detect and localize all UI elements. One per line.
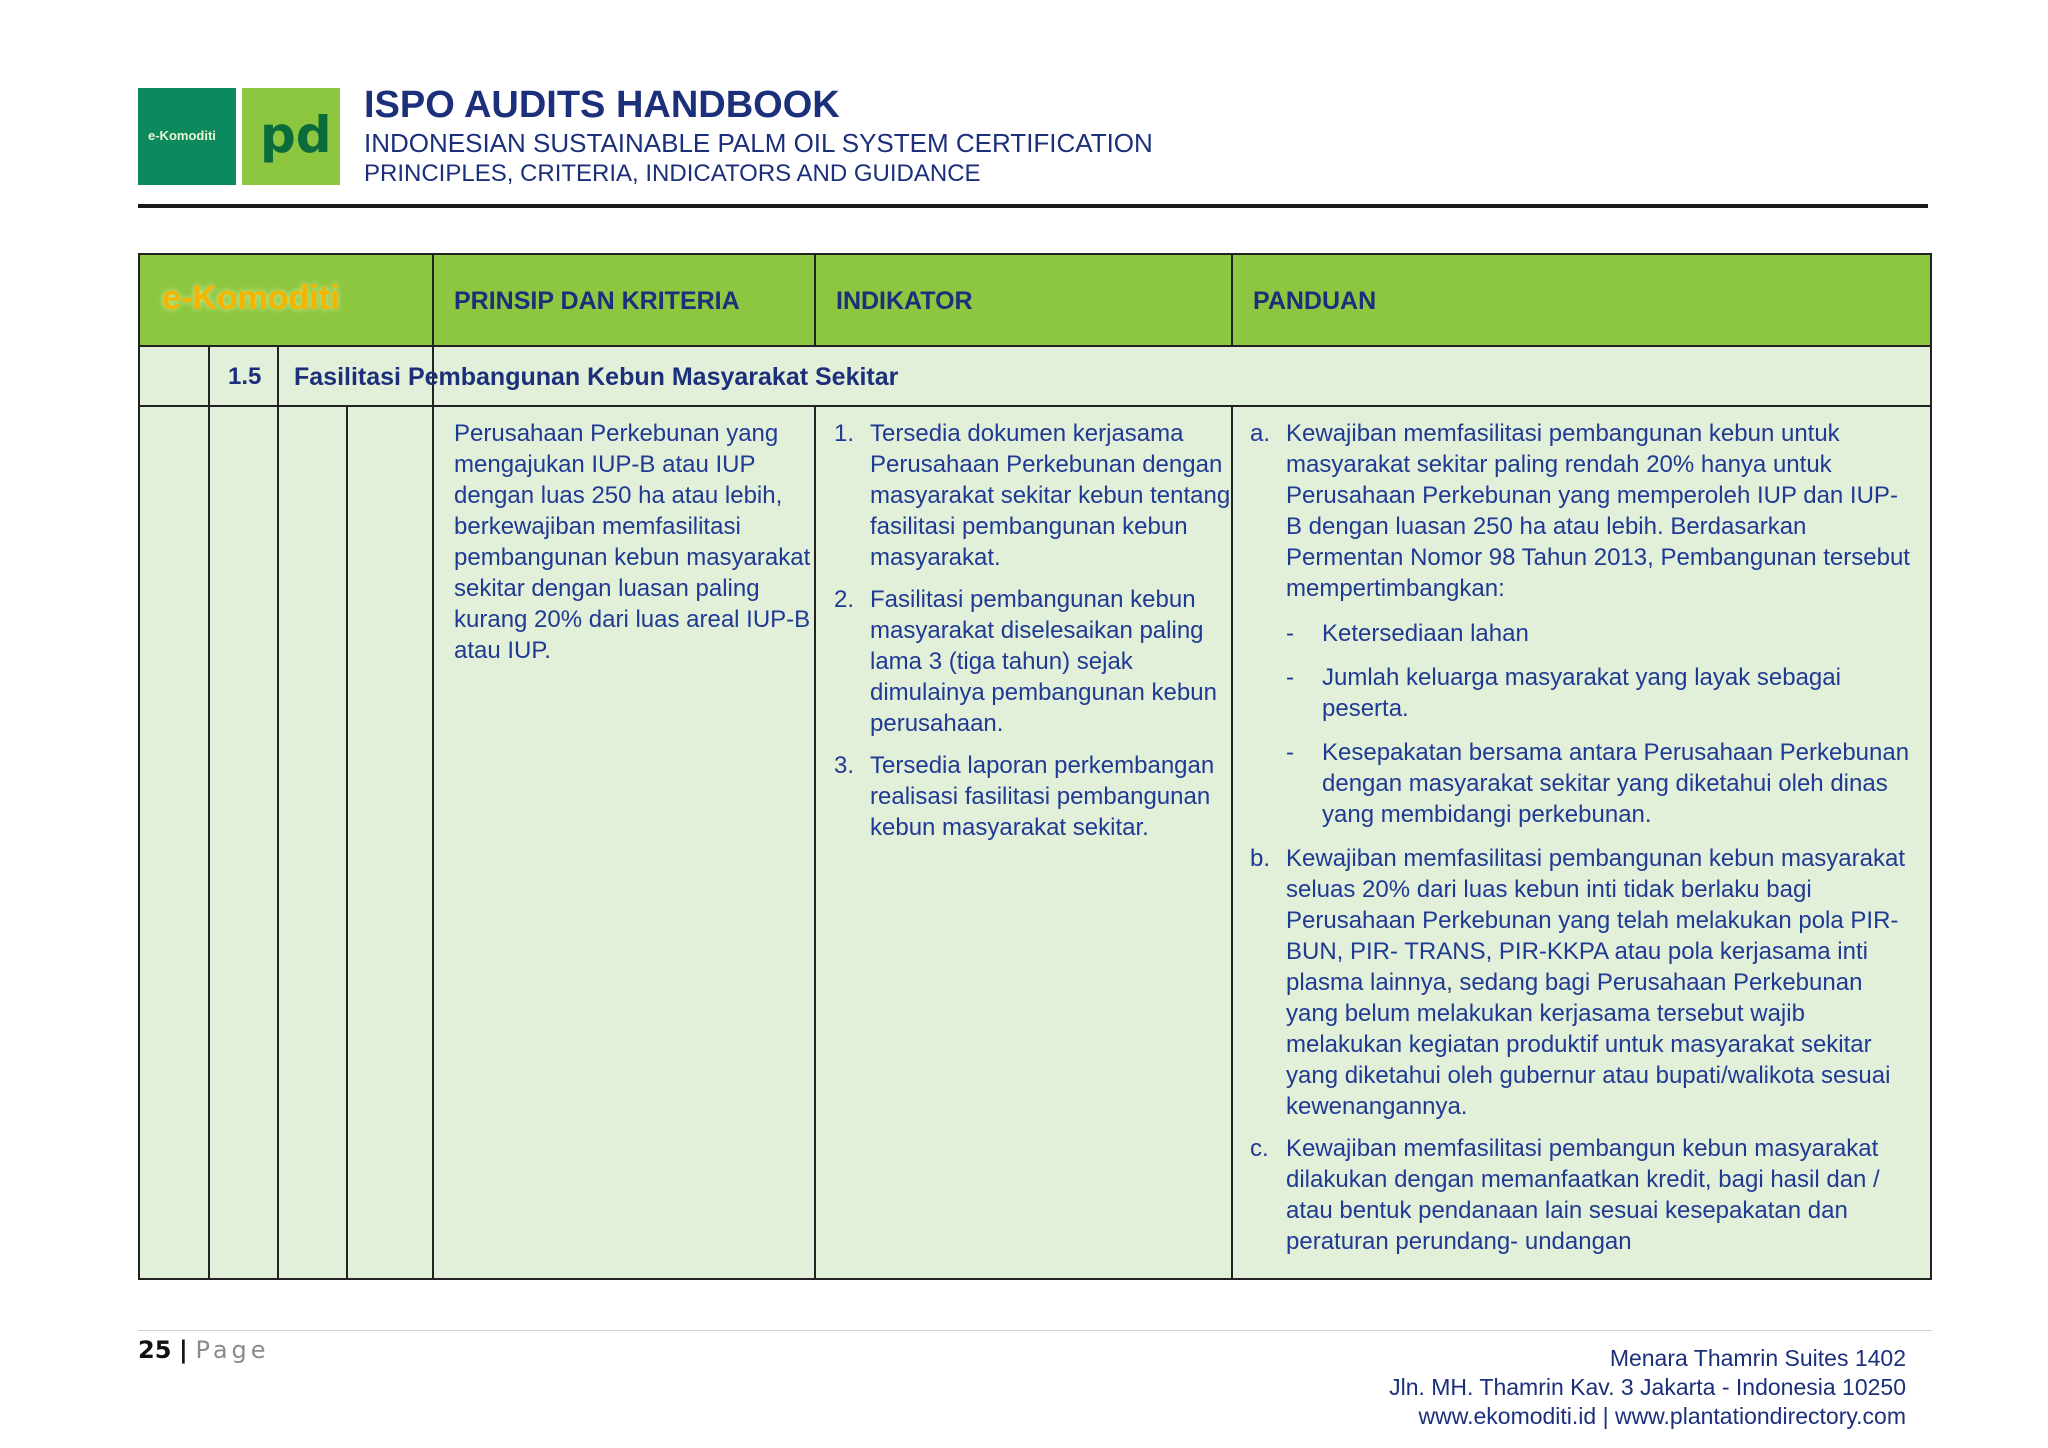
column-divider <box>277 347 279 1280</box>
ekomoditi-brand: e-Komoditi <box>162 279 340 317</box>
pd-logo-text: pd <box>260 106 332 164</box>
column-header-indicator: INDIKATOR <box>836 286 973 315</box>
guidance-list <box>1250 418 1910 1268</box>
list-item: - Jumlah keluarga masyarakat yang layak sebagai peserta. <box>1286 664 1841 722</box>
page-number: 25 | Page <box>138 1336 270 1364</box>
column-divider <box>1231 255 1233 347</box>
ekomoditi-logo-text: e-Komoditi <box>148 128 216 143</box>
section-title: Fasilitasi Pembangunan Kebun Masyarakat Sekitar <box>294 363 899 391</box>
pd-logo <box>242 88 340 185</box>
list-item: - Kesepakatan bersama antara Perusahaan Perkebunan dengan masyarakat sekitar yang diketahui oleh dinas yang membidangi perkebunan. <box>1286 739 1910 828</box>
column-divider <box>432 255 434 1280</box>
document-subtitle: INDONESIAN SUSTAINABLE PALM OIL SYSTEM CERTIFICATION <box>364 128 1153 158</box>
footer-divider <box>138 1330 1932 1331</box>
header-divider <box>138 204 1928 208</box>
document-subtitle-2: PRINCIPLES, CRITERIA, INDICATORS AND GUIDANCE <box>364 160 981 187</box>
table-header-row <box>140 255 1930 347</box>
column-header-criteria: PRINSIP DAN KRITERIA <box>454 286 740 315</box>
column-divider <box>814 255 816 347</box>
page-header <box>138 84 1928 208</box>
criteria-text: Perusahaan Perkebunan yang mengajukan IUP-B atau IUP dengan luas 250 ha atau lebih, berkewajiban memfasilitasi pembangunan kebun masyarakat sekitar dengan luasan paling kurang 20% dari luas areal IUP-B atau IUP. <box>454 420 811 664</box>
list-item: - Ketersediaan lahan <box>1286 620 1529 647</box>
list-item: 2. Fasilitasi pembangunan kebun masyarakat diselesaikan paling lama 3 (tiga tahun) sejak dimulainya pembangunan kebun perusahaan. <box>834 586 1217 737</box>
section-number: 1.5 <box>228 363 262 390</box>
list-item: a. Kewajiban memfasilitasi pembangunan kebun untuk masyarakat sekitar paling rendah 20% hanya untuk Perusahaan Perkebunan yang memperoleh IUP dan IUP-B dengan luasan 250 ha atau lebih. Berdasarkan Permentan Nomor 98 Tahun 2013, Pembangunan tersebut mempertimbangkan: <box>1250 420 1910 602</box>
document-title: ISPO AUDITS HANDBOOK <box>364 84 840 126</box>
list-item: 1. Tersedia dokumen kerjasama Perusahaan Perkebunan dengan masyarakat sekitar kebun tentang fasilitasi pembangunan kebun masyarakat. <box>834 420 1231 571</box>
indicator-list <box>834 418 1234 854</box>
list-item: c. Kewajiban memfasilitasi pembangun kebun masyarakat dilakukan dengan memanfaatkan kredit, bagi hasil dan / atau bentuk pendanaan lain sesuai kesepakatan dan peraturan perundang- undangan <box>1250 1135 1880 1255</box>
list-item: b. Kewajiban memfasilitasi pembangunan kebun masyarakat seluas 20% dari luas kebun inti tidak berlaku bagi Perusahaan Perkebunan yang telah melakukan pola PIR-BUN, PIR- TRANS, PIR-KKPA atau pola kerjasama inti plasma lainnya, sedang bagi Perusahaan Perkebunan yang belum melakukan kerjasama tersebut wajib melakukan kegiatan produktif untuk masyarakat sekitar yang diketahui oleh gubernur atau bupati/walikota sesuai kewenangannya. <box>1250 845 1906 1120</box>
list-item: 3. Tersedia laporan perkembangan realisasi fasilitasi pembangunan kebun masyarakat sekitar. <box>834 752 1215 841</box>
criteria-table <box>138 253 1932 1280</box>
column-divider <box>346 407 348 1280</box>
column-header-guidance: PANDUAN <box>1253 286 1377 315</box>
ekomoditi-logo <box>138 88 236 185</box>
footer-address: Menara Thamrin Suites 1402 Jln. MH. Thamrin Kav. 3 Jakarta - Indonesia 10250 www.ekomoditi.id | www.plantationdirectory.com <box>1389 1345 1906 1429</box>
column-divider <box>208 347 210 1280</box>
